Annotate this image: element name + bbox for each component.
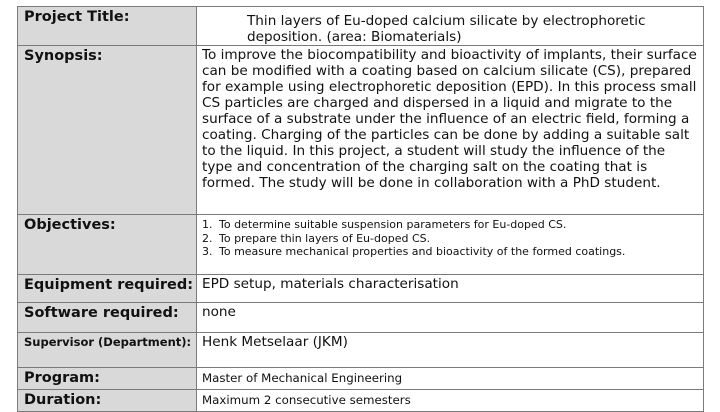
label-equipment: Equipment required: bbox=[18, 275, 197, 303]
label-supervisor: Supervisor (Department): bbox=[18, 333, 197, 368]
row-software bbox=[18, 303, 704, 333]
row-supervisor bbox=[18, 333, 704, 368]
row-objectives bbox=[18, 215, 704, 275]
row-equipment bbox=[18, 275, 704, 303]
project-table bbox=[17, 6, 704, 412]
label-objectives: Objectives: bbox=[18, 215, 197, 275]
objective-item: 3. To measure mechanical properties and bioactivity of the formed coatings. bbox=[202, 245, 626, 258]
value-objectives bbox=[197, 215, 704, 275]
value-supervisor: Henk Metselaar (JKM) bbox=[197, 333, 704, 368]
label-program: Program: bbox=[18, 368, 197, 390]
row-duration bbox=[18, 390, 704, 412]
row-synopsis bbox=[18, 46, 704, 215]
value-software: none bbox=[197, 303, 704, 333]
value-duration: Maximum 2 consecutive semesters bbox=[197, 390, 704, 412]
row-program bbox=[18, 368, 704, 390]
label-software: Software required: bbox=[18, 303, 197, 333]
value-program: Master of Mechanical Engineering bbox=[197, 368, 704, 390]
objective-item: 2. To prepare thin layers of Eu-doped CS. bbox=[202, 231, 431, 245]
label-duration: Duration: bbox=[18, 390, 197, 412]
objective-item: 1. To determine suitable suspension parameters for Eu-doped CS. bbox=[202, 218, 567, 231]
row-title bbox=[18, 7, 704, 46]
project-title-text: Thin layers of Eu-doped calcium silicate by electrophoretic deposition. (area: Biomaterials) bbox=[247, 13, 646, 45]
objectives-list bbox=[202, 216, 699, 259]
value-synopsis: To improve the biocompatibility and bioactivity of implants, their surface can be modified with a coating based on calcium silicate (CS), prepared for example using electrophoretic deposition (EPD). In this process small CS particles are charged and dispersed in a liquid and migrate to the surface of a substrate under the influence of an electric field, forming a coating. Charging of the particles can be done by adding a suitable salt to the liquid. In this project, a student will study the influence of the type and concentration of the charging salt on the coating that is formed. The study will be done in collaboration with a PhD student. bbox=[197, 46, 704, 215]
value-project-title bbox=[197, 7, 704, 46]
label-project-title: Project Title: bbox=[18, 7, 197, 46]
label-synopsis: Synopsis: bbox=[18, 46, 197, 215]
value-equipment: EPD setup, materials characterisation bbox=[197, 275, 704, 303]
